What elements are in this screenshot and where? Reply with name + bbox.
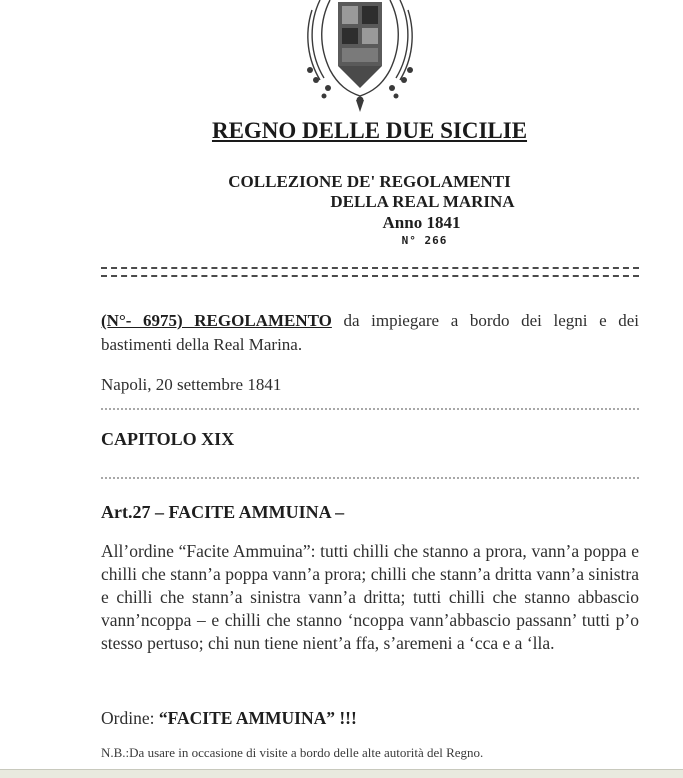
order-value: “FACITE AMMUINA” !!!: [158, 708, 357, 728]
collection-title: COLLEZIONE DE' REGOLAMENTI: [228, 172, 511, 191]
order-label: Ordine:: [101, 708, 159, 728]
document-number: N° 266: [401, 234, 448, 247]
dotted-separator: [101, 477, 639, 479]
regulation-intro: [101, 309, 639, 357]
collection-subtitle: DELLA REAL MARINA: [330, 192, 515, 211]
document-date: Napoli, 20 settembre 1841: [101, 375, 282, 394]
document-year: Anno 1841: [382, 213, 461, 232]
royal-crest-icon: [290, 0, 430, 112]
regulation-reference: (N°- 6975) REGOLAMENTO: [101, 311, 332, 330]
double-separator: [101, 267, 639, 277]
dotted-separator: [101, 408, 639, 410]
footnote: N.B.:Da usare in occasione di visite a bordo delle alte autorità del Regno.: [101, 745, 484, 760]
regulation-description: da impiegare a bordo dei legni e dei bastimenti della Real Marina.: [101, 311, 640, 354]
article-body: All’ordine “Facite Ammuina”: tutti chilli che stanno a prora, vann’a poppa e chilli che stann’a poppa vann’a prora; chilli che stann’a dritta vann’a sinistra e chilli che stann’a sinistra vann’a dritta; tutti chilli che stanno abbascio vann’ncoppa – e chilli che stanno ‘ncoppa vann’abbascio passann’ tutti p’o stesso pertuso; chi nun tiene nient’a ffa, s’aremeni a ‘cca e a ‘lla.: [101, 541, 639, 653]
article-heading: Art.27 – FACITE AMMUINA –: [101, 502, 345, 522]
document-title: REGNO DELLE DUE SICILIE: [211, 118, 528, 143]
order-line: [101, 706, 639, 730]
chapter-heading: CAPITOLO XIX: [101, 429, 235, 449]
